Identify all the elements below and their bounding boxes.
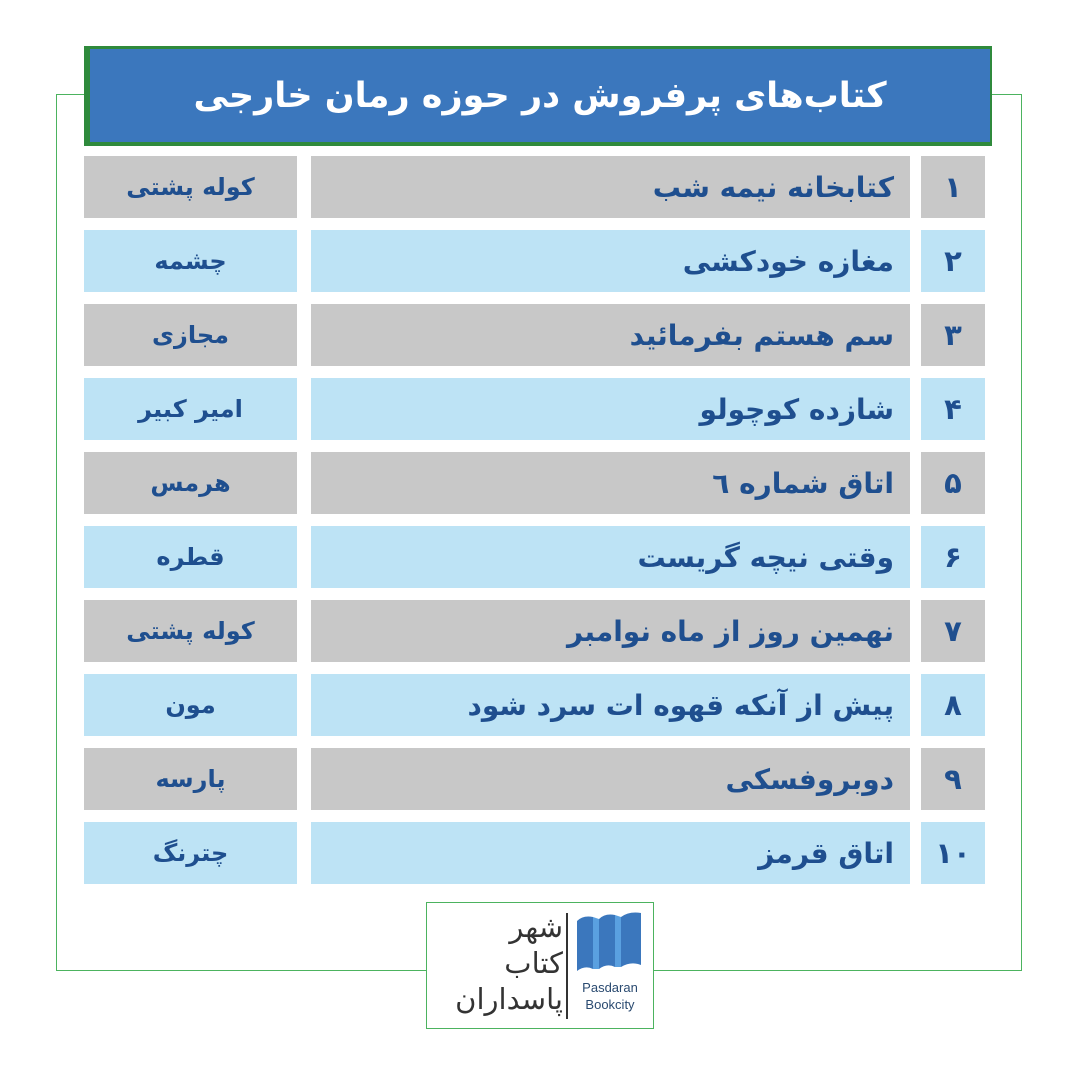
publisher-cell: قطره [84,526,297,588]
logo-en-line: Bookcity [585,997,635,1012]
table-row [84,304,985,366]
book-title-cell: سم هستم بفرمائید [311,304,910,366]
table-row [84,230,985,292]
rank-cell: ۲ [921,230,985,292]
table-row [84,452,985,514]
book-title-cell: مغازه خودکشی [311,230,910,292]
book-title-cell: دوبروفسکی [311,748,910,810]
book-title-cell: پیش از آنکه قهوه ات سرد شود [311,674,910,736]
book-title-cell: اتاق قرمز [311,822,910,884]
table-row [84,822,985,884]
rank-cell: ۶ [921,526,985,588]
open-book-icon [573,911,645,977]
publisher-cell: چترنگ [84,822,297,884]
table-row [84,674,985,736]
table-row [84,748,985,810]
rank-cell: ۳ [921,304,985,366]
table-row [84,156,985,218]
table-row [84,526,985,588]
publisher-cell: امیر کبیر [84,378,297,440]
rank-cell: ۱۰ [921,822,985,884]
rank-cell: ۷ [921,600,985,662]
logo-fa-line: شهر [509,910,563,944]
rank-cell: ۹ [921,748,985,810]
table-row [84,600,985,662]
book-title-cell: کتابخانه نیمه شب [311,156,910,218]
table-row [84,378,985,440]
publisher-cell: کوله پشتی [84,156,297,218]
publisher-cell: هرمس [84,452,297,514]
book-title-cell: شازده کوچولو [311,378,910,440]
bookcity-logo [426,902,654,1029]
logo-en-line: Pasdaran [582,980,638,995]
logo-fa-line: کتاب [504,946,563,980]
rank-cell: ۱ [921,156,985,218]
publisher-cell: کوله پشتی [84,600,297,662]
page-title: کتاب‌های پرفروش در حوزه رمان خارجی [193,75,887,116]
book-title-cell: وقتی نیچه گریست [311,526,910,588]
rank-cell: ۸ [921,674,985,736]
logo-english-text [568,979,652,1013]
title-bar [90,49,990,142]
publisher-cell: مجازی [84,304,297,366]
publisher-cell: مون [84,674,297,736]
publisher-cell: چشمه [84,230,297,292]
book-title-cell: نهمین روز از ماه نوامبر [311,600,910,662]
rank-cell: ۴ [921,378,985,440]
rank-cell: ۵ [921,452,985,514]
book-title-cell: اتاق شماره ٦ [311,452,910,514]
logo-fa-line: پاسداران [455,982,563,1016]
publisher-cell: پارسه [84,748,297,810]
logo-persian-text [435,909,563,1021]
